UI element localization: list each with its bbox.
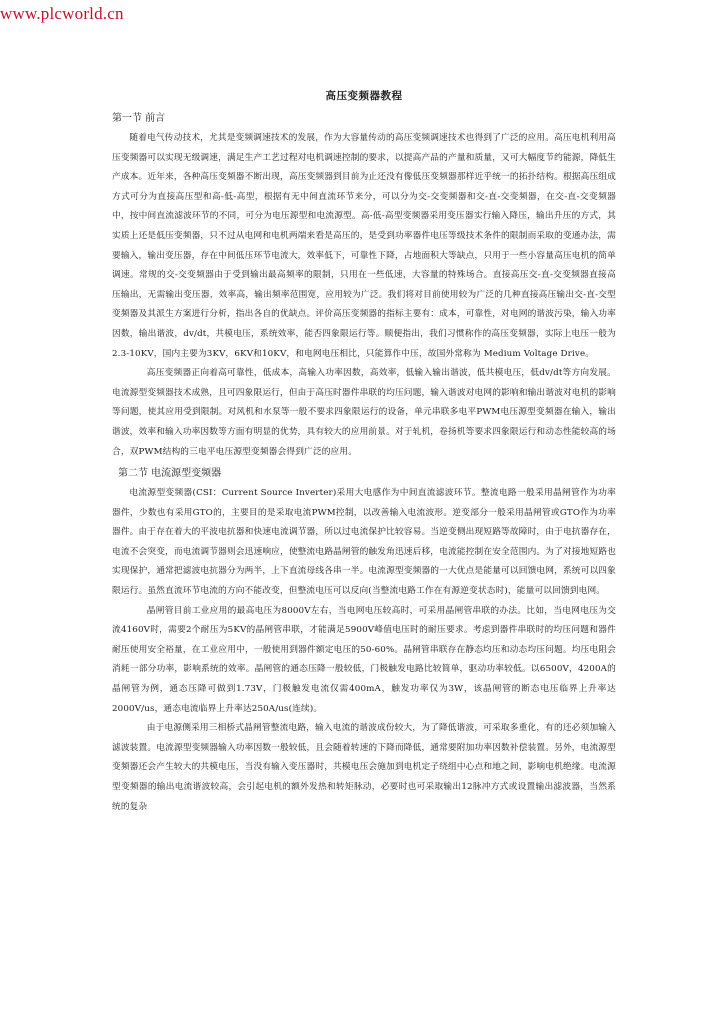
paragraph: 由于电源侧采用三相桥式晶闸管整流电路，输入电流的谐波成份较大，为了降低谐波，可采取多重化，有的还必须加输入滤波装置。电流源型变频器输入功率因数一般较低，且会随着转速的下降而降低，通常要附加功率因数补偿装置。另外，电流源型变频器还会产生较大的共模电压，当没有输入变压器时，共模电压会施加到电机定子绕组中心点和地之间，影响电机绝缘。电流源型变频器的输出电流谐波较高，会引起电机的额外发热和转矩脉动，必要时也可采取输出12脉冲方式或设置输出滤波器，当然系统的复杂 [112,723,616,812]
section-heading-2: 第二节 电流源型变频器 [118,468,222,480]
paragraph: 晶闸管目前工业应用的最高电压为8000V左右，当电网电压较高时，可采用晶闸管串联的办法。比如，当电网电压为交流4160V时，需要2个耐压为5KV的晶闸管串联，才能满足5900V峰值电压时的耐压要求。考虑到器件串联时的均压问题和器件耐压使用安全裕量，在工业应用中，一般使用到器件额定电压的50-60%。晶闸管串联存在静态均压和动态均压问题。均压电阻会消耗一部分功率，影响系统的效率。晶闸管的通态压降一般较低，门极触发电路比较简单，驱动功率较低。以6500V，4200A的晶闸管为例，通态压降可做到1.73V，门极触发电流仅需400mA，触发功率仅为3W，该晶闸管的断态电压临界上升率达2000V/us，通态电流临界上升率达250A/us(连续)。 [112,605,616,714]
paragraph: 随着电气传动技术，尤其是变频调速技术的发展，作为大容量传动的高压变频调速技术也得到了广泛的应用。高压电机利用高压变频器可以实现无级调速，满足生产工艺过程对电机调速控制的要求，以提高产品的产量和质量，又可大幅度节约能源，降低生产成本。近年来，各种高压变频器不断出现，高压变频器到目前为止还没有像低压变频器那样近乎统一的拓扑结构。根据高压组成方式可分为直接高压型和高-低-高型，根据有无中间直流环节来分，可以分为交-交变频器和交-直-交变频器，在交-直-交变频器中，按中间直流滤波环节的不同，可分为电压源型和电流源型。高-低-高型变频器采用变压器实行输入降压，输出升压的方式，其实质上还是低压变频器，只不过从电网和电机两端来看是高压的，是受到功率器件电压等级技术条件的限制而采取的变通办法，需要输入，输出变压器，存在中间低压环节电流大，效率低下，可靠性下降，占地面积大等缺点，只用于一些小容量高压电机的简单调速。常规的交-交变频器由于受到输出最高频率的限制，只用在一些低速，大容量的特殊场合。直接高压交-直-交变频器直接高压输出，无需输出变压器，效率高，输出频率范围宽，应用较为广泛。我们将对目前使用较为广泛的几种直接高压输出交-直-交型变频器及其派生方案进行分析，指出各自的优缺点。评价高压变频器的指标主要有：成本，可靠性，对电网的谐波污染，输入功率因数，输出谐波，dv/dt，共模电压，系统效率，能否四象限运行等。顺便指出，我们习惯称作的高压变频器，实际上电压一般为2.3-10KV，国内主要为3KV，6KV和10KV，和电网电压相比，只能算作中压，故国外常称为 Medium Voltage Drive。 [112,133,616,359]
site-watermark: www.plcworld.cn [0,4,124,23]
document-title: 高压变频器教程 [325,90,403,102]
section-heading-1: 第一节 前言 [112,113,166,124]
document-page [112,88,616,817]
paragraph: 电流源型变频器(CSI：Current Source Inverter)采用大电感作为中间直流滤波环节。整流电路一般采用晶闸管作为功率器件，少数也有采用GTO的，主要目的是采取电流PWM控制，以改善输入电流波形。逆变部分一般采用晶闸管或GTO作为功率器件。由于存在着大的平波电抗器和快速电流调节器，所以过电流保护比较容易。当逆变侧出现短路等故障时，由于电抗器存在，电流不会突变，而电流调节器则会迅速响应，使整流电路晶闸管的触发角迅速后移，电流能控制在安全范围内。为了对接地短路也实现保护，通常把滤波电抗器分为两半，上下直流母线各串一半。电流源型变频器的一大优点是能量可以回馈电网，系统可以四象限运行。虽然直流环节电流的方向不能改变，但整流电压可以反向(当整流电路工作在有源逆变状态时)，能量可以回馈到电网。 [112,488,616,597]
paragraph: 高压变频器正向着高可靠性，低成本，高输入功率因数，高效率，低输入输出谐波，低共模电压，低dv/dt等方向发展。电流源型变频器技术成熟，且可四象限运行，但由于高压时器件串联的均压问题，输入谐波对电网的影响和输出谐波对电机的影响等问题，使其应用受到限制。对风机和水泵等一般不要求四象限运行的设备，单元串联多电平PWM电压源型变频器在输入，输出谐波，效率和输入功率因数等方面有明显的优势，具有较大的应用前景。对于轧机，卷扬机等要求四象限运行和动态性能较高的场合，双PWM结构的三电平电压源型变频器会得到广泛的应用。 [112,368,616,457]
